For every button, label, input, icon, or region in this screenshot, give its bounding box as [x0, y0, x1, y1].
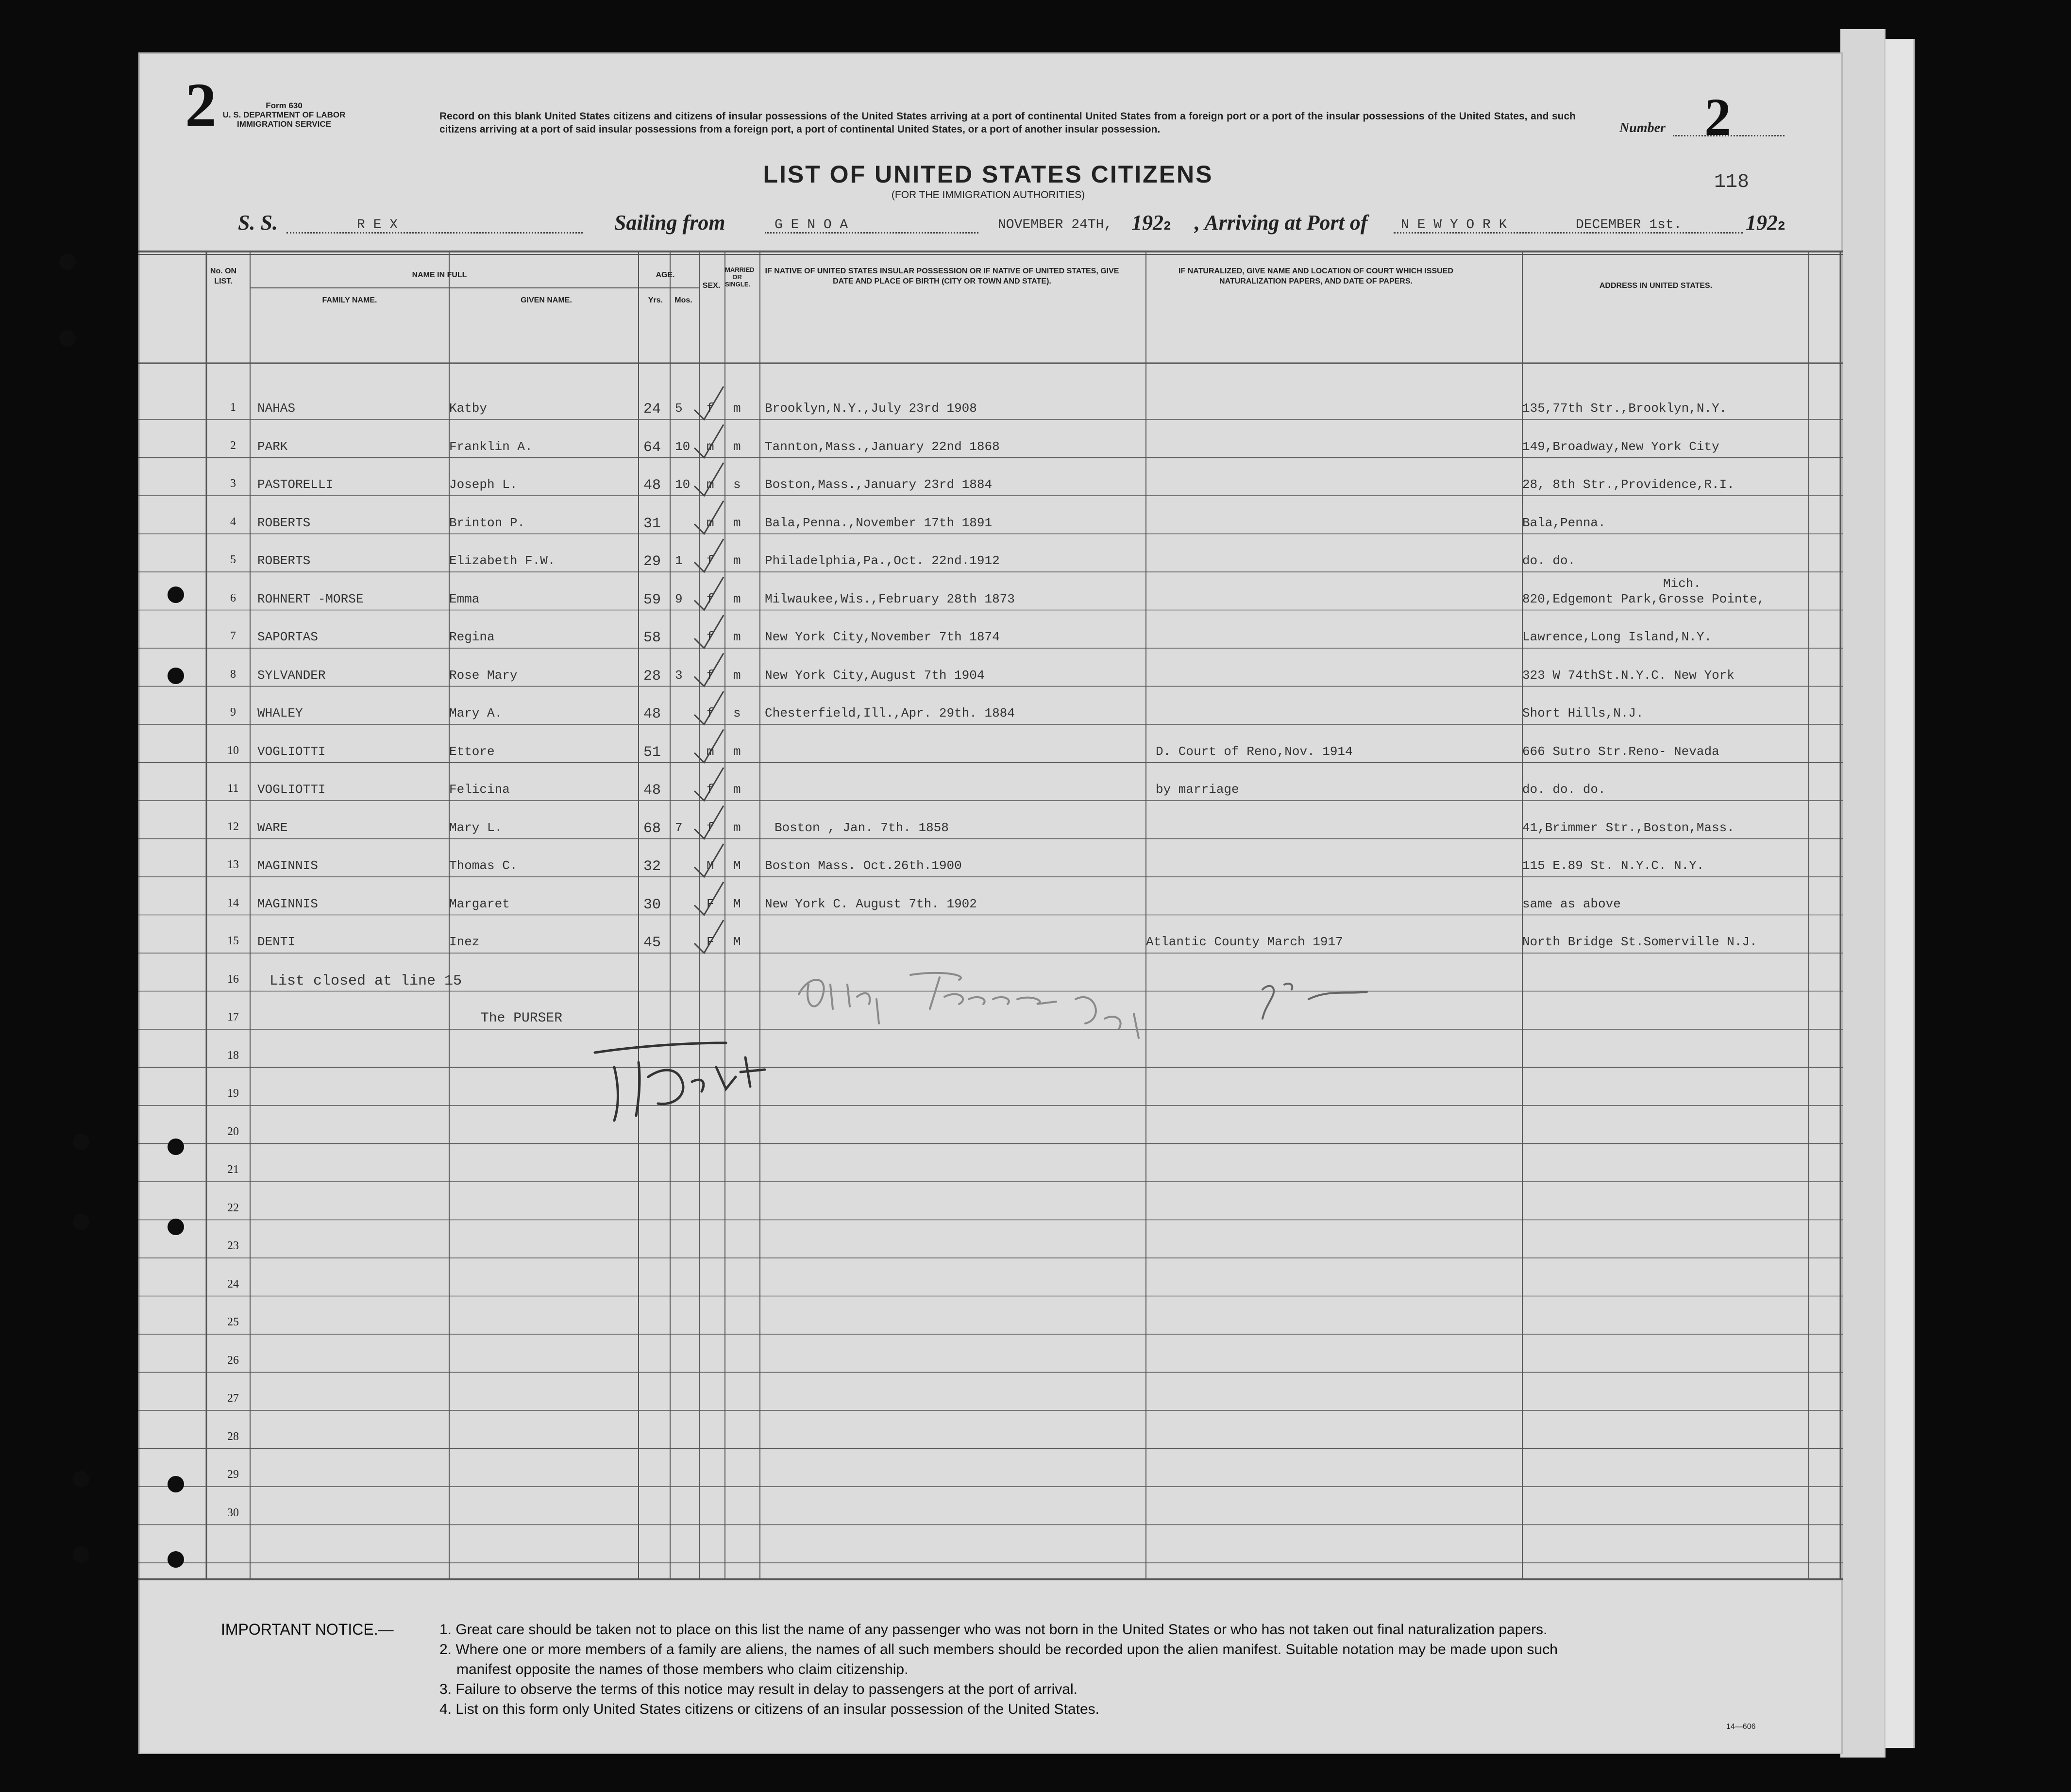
- sex: f: [707, 668, 714, 683]
- naturalization-info: by marriage: [1156, 782, 1239, 797]
- given-name: Emma: [449, 591, 480, 606]
- sex: m: [707, 477, 714, 492]
- given-name: Margaret: [449, 896, 510, 911]
- row-number: 1: [230, 401, 236, 414]
- col-married: MARRIED OR SINGLE.: [725, 266, 755, 288]
- row-number: 4: [230, 515, 236, 528]
- age-years: 29: [643, 553, 661, 570]
- year-2-prefix: 192: [1746, 211, 1778, 234]
- marital-status: m: [733, 401, 741, 416]
- row-number: 30: [227, 1506, 239, 1519]
- family-name: ROHNERT -MORSE: [257, 591, 364, 606]
- age-years: 32: [643, 858, 661, 875]
- corner-number: 2: [185, 70, 217, 140]
- sex: f: [707, 820, 714, 835]
- us-address: Lawrence,Long Island,N.Y.: [1522, 630, 1712, 644]
- family-name: NAHAS: [257, 401, 296, 416]
- sex: f: [707, 401, 714, 416]
- year-1-prefix: 192: [1131, 211, 1163, 234]
- punch-hole: [168, 1139, 184, 1155]
- age-years: 48: [643, 782, 661, 799]
- row-number: 5: [230, 553, 236, 566]
- row-number: 2: [230, 439, 236, 452]
- punch-hole: [168, 1551, 184, 1568]
- birth-place-date: New York C. August 7th. 1902: [765, 896, 977, 911]
- row-number: 10: [227, 744, 239, 757]
- row-number: 29: [227, 1468, 239, 1481]
- sex: f: [707, 630, 714, 644]
- sex: M: [707, 858, 714, 873]
- col-age: AGE.: [656, 271, 675, 279]
- family-name: SAPORTAS: [257, 630, 318, 644]
- age-months: 3: [675, 668, 683, 683]
- sex: f: [707, 591, 714, 606]
- notice-item-3: 3. Failure to observe the terms of this notice may result in delay to passengers at the port of arrival.: [439, 1681, 1078, 1697]
- ship-name: R E X: [357, 218, 398, 233]
- print-code: 14—606: [1726, 1723, 1756, 1731]
- punch-hole: [59, 253, 76, 270]
- col-mos: Mos.: [674, 296, 692, 304]
- birth-place-date: Chesterfield,Ill.,Apr. 29th. 1884: [765, 706, 1015, 720]
- sex: f: [707, 782, 714, 797]
- row-number: 24: [227, 1277, 239, 1290]
- family-name: MAGINNIS: [257, 896, 318, 911]
- punch-hole: [73, 1546, 89, 1563]
- form-number: Form 630: [266, 101, 303, 110]
- col-sex: SEX.: [702, 282, 721, 290]
- row-number: 12: [227, 820, 239, 833]
- age-years: 31: [643, 515, 661, 532]
- row-number: 25: [227, 1316, 239, 1328]
- punch-hole: [73, 1134, 89, 1150]
- us-address: 323 W 74thSt.N.Y.C. New York: [1522, 668, 1734, 683]
- row-number: 8: [230, 668, 236, 681]
- row-number: 3: [230, 477, 236, 490]
- row-number: 17: [227, 1011, 239, 1023]
- birth-place-date: Bala,Penna.,November 17th 1891: [765, 515, 993, 530]
- year-2-suffix: 2: [1778, 219, 1785, 234]
- row-number: 7: [230, 630, 236, 642]
- birth-place-date: Tannton,Mass.,January 22nd 1868: [765, 439, 1000, 454]
- col-given-name: GIVEN NAME.: [521, 296, 572, 304]
- marital-status: m: [733, 782, 741, 797]
- given-name: Katby: [449, 401, 488, 416]
- us-address: 820,Edgemont Park,Grosse Pointe,: [1522, 591, 1765, 606]
- us-address: Bala,Penna.: [1522, 515, 1606, 530]
- given-name: Thomas C.: [449, 858, 518, 873]
- age-years: 24: [643, 401, 661, 418]
- punch-hole: [168, 668, 184, 684]
- marital-status: m: [733, 591, 741, 606]
- marital-status: m: [733, 668, 741, 683]
- page-stamp: 118: [1714, 171, 1750, 193]
- sex: m: [707, 515, 714, 530]
- naturalization-info: Atlantic County March 1917: [1146, 935, 1343, 949]
- us-address: North Bridge St.Somerville N.J.: [1522, 935, 1757, 949]
- important-notice: [221, 1620, 1823, 1719]
- family-name: DENTI: [257, 935, 296, 949]
- punch-hole: [168, 1219, 184, 1235]
- naturalization-info: D. Court of Reno,Nov. 1914: [1156, 744, 1353, 759]
- inspector-signature: [784, 955, 1391, 1043]
- given-name: The PURSER: [481, 1011, 563, 1026]
- age-years: 64: [643, 439, 661, 456]
- marital-status: m: [733, 439, 741, 454]
- us-address: same as above: [1522, 896, 1621, 911]
- us-address: 135,77th Str.,Brooklyn,N.Y.: [1522, 401, 1727, 416]
- row-number: 18: [227, 1049, 239, 1062]
- given-name: Brinton P.: [449, 515, 525, 530]
- row-number: 15: [227, 935, 239, 947]
- family-name: WARE: [257, 820, 288, 835]
- row-number: 13: [227, 858, 239, 871]
- row-number: 22: [227, 1201, 239, 1214]
- birth-place-date: New York City,November 7th 1874: [765, 630, 1000, 644]
- notice-item-1: 1. Great care should be taken not to place on this list the name of any passenger who was not born in the United States or who has not taken out final naturalization papers.: [439, 1622, 1548, 1638]
- given-name: Elizabeth F.W.: [449, 553, 556, 568]
- form-instructions: Record on this blank United States citizens and citizens of insular possessions of the United States arriving at a port of continental United States from a foreign port or a port of the insular possessions of the United States, and such citizens arriving at a port of said insular possessions from a foreign port, a port of continental United States, or a port of another insular possession.: [439, 111, 1576, 135]
- us-address: 149,Broadway,New York City: [1522, 439, 1719, 454]
- col-naturalized: IF NATURALIZED, GIVE NAME AND LOCATION OF COURT WHICH ISSUED NATURALIZATION PAPERS, AND DATE OF PAPERS.: [1179, 267, 1453, 285]
- marital-status: M: [733, 935, 741, 949]
- age-years: 45: [643, 935, 661, 951]
- marital-status: s: [733, 477, 741, 492]
- row-number: 19: [227, 1087, 239, 1100]
- given-name: Inez: [449, 935, 480, 949]
- manifest-page: [138, 52, 1843, 1754]
- family-name: VOGLIOTTI: [257, 744, 326, 759]
- given-name: Joseph L.: [449, 477, 518, 492]
- family-name: ROBERTS: [257, 553, 311, 568]
- family-name: PASTORELLI: [257, 477, 334, 492]
- us-address: do. do.: [1522, 553, 1576, 568]
- given-name: Franklin A.: [449, 439, 533, 454]
- row-number: 16: [227, 972, 239, 986]
- row-number: 9: [230, 706, 236, 719]
- given-name: Regina: [449, 630, 495, 644]
- birth-place-date: Brooklyn,N.Y.,July 23rd 1908: [765, 401, 977, 416]
- sex: m: [707, 439, 714, 454]
- year-1-suffix: 2: [1163, 219, 1171, 234]
- punch-hole: [168, 586, 184, 603]
- page-title: LIST OF UNITED STATES CITIZENS: [763, 161, 1213, 188]
- sex: f: [707, 706, 714, 720]
- row-number: 21: [227, 1163, 239, 1176]
- birth-place-date: Philadelphia,Pa.,Oct. 22nd.1912: [765, 553, 1000, 568]
- age-years: 59: [643, 591, 661, 608]
- given-name: Mary A.: [449, 706, 503, 720]
- punch-hole: [73, 1214, 89, 1230]
- family-name: List closed at line 15: [269, 972, 462, 989]
- family-name: MAGINNIS: [257, 858, 318, 873]
- row-number: 26: [227, 1354, 239, 1367]
- row-number: 28: [227, 1430, 239, 1443]
- service-name: IMMIGRATION SERVICE: [237, 119, 331, 129]
- date-to: DECEMBER 1st.: [1576, 218, 1682, 233]
- marital-status: m: [733, 553, 741, 568]
- marital-status: M: [733, 896, 741, 911]
- row-number: 14: [227, 896, 239, 909]
- us-address: 115 E.89 St. N.Y.C. N.Y.: [1522, 858, 1704, 873]
- punch-hole: [59, 330, 76, 347]
- col-address: ADDRESS IN UNITED STATES.: [1599, 282, 1713, 290]
- birth-place-date: Boston,Mass.,January 23rd 1884: [765, 477, 993, 492]
- col-family-name: FAMILY NAME.: [322, 296, 377, 304]
- department-name: U. S. DEPARTMENT OF LABOR: [222, 110, 346, 119]
- sex: m: [707, 744, 714, 759]
- sex: F: [707, 935, 714, 949]
- sailing-label: Sailing from: [614, 211, 725, 234]
- arriving-label: , Arriving at Port of: [1195, 211, 1368, 234]
- age-months: 1: [675, 553, 683, 568]
- family-name: PARK: [257, 439, 288, 454]
- underlying-page-edge: [1840, 29, 1886, 1758]
- given-name: Mary L.: [449, 820, 503, 835]
- row-number: 20: [227, 1125, 239, 1138]
- marital-status: s: [733, 706, 741, 720]
- age-years: 48: [643, 706, 661, 722]
- given-name: Felicina: [449, 782, 510, 797]
- family-name: SYLVANDER: [257, 668, 326, 683]
- punch-hole: [168, 1476, 184, 1492]
- notice-item-4: 4. List on this form only United States citizens or citizens of an insular possession of the United States.: [439, 1701, 1100, 1717]
- marital-status: m: [733, 820, 741, 835]
- col-yrs: Yrs.: [648, 296, 663, 304]
- list-number: 2: [1704, 87, 1731, 147]
- age-months: 10: [675, 477, 690, 492]
- birth-place-date: Boston Mass. Oct.26th.1900: [765, 858, 962, 873]
- port-from: G E N O A: [775, 218, 848, 233]
- date-from: NOVEMBER 24TH,: [998, 218, 1112, 233]
- notice-item-2b: manifest opposite the names of those members who claim citizenship.: [456, 1661, 909, 1677]
- us-address-continued: Mich.: [1663, 576, 1701, 591]
- us-address: 41,Brimmer Str.,Boston,Mass.: [1522, 820, 1734, 835]
- age-months: 7: [675, 820, 683, 835]
- age-years: 58: [643, 630, 661, 646]
- age-years: 68: [643, 820, 661, 837]
- birth-place-date: Milwaukee,Wis.,February 28th 1873: [765, 591, 1015, 606]
- us-address: 666 Sutro Str.Reno- Nevada: [1522, 744, 1719, 759]
- marital-status: m: [733, 744, 741, 759]
- age-years: 48: [643, 477, 661, 494]
- family-name: ROBERTS: [257, 515, 311, 530]
- page-subtitle: (FOR THE IMMIGRATION AUTHORITIES): [891, 189, 1085, 201]
- family-name: VOGLIOTTI: [257, 782, 326, 797]
- age-years: 51: [643, 744, 661, 761]
- row-number: 11: [227, 782, 239, 795]
- age-months: 9: [675, 591, 683, 606]
- sex: f: [707, 553, 714, 568]
- notice-item-2: 2. Where one or more members of a family are aliens, the names of all such members should be recorded upon the alien manifest. Suitable notation may be made upon such: [439, 1641, 1558, 1658]
- notice-heading: IMPORTANT NOTICE.—: [221, 1621, 394, 1638]
- us-address: Short Hills,N.J.: [1522, 706, 1644, 720]
- marital-status: M: [733, 858, 741, 873]
- row-number: 6: [230, 591, 236, 604]
- port-to: N E W Y O R K: [1401, 218, 1507, 233]
- number-label: Number: [1619, 120, 1666, 135]
- birth-place-date: Boston , Jan. 7th. 1858: [775, 820, 949, 835]
- marital-status: m: [733, 630, 741, 644]
- given-name: Ettore: [449, 744, 495, 759]
- purser-signature: [473, 985, 823, 1130]
- col-birth: IF NATIVE OF UNITED STATES INSULAR POSSESSION OR IF NATIVE OF UNITED STATES, GIVE DATE AND PLACE OF BIRTH (CITY OR TOWN AND STATE).: [765, 267, 1119, 285]
- sex: F: [707, 896, 714, 911]
- marital-status: m: [733, 515, 741, 530]
- row-number: 23: [227, 1239, 239, 1252]
- ss-label: S. S.: [238, 211, 278, 234]
- age-years: 30: [643, 896, 661, 913]
- us-address: 28, 8th Str.,Providence,R.I.: [1522, 477, 1734, 492]
- col-name-in-full: NAME IN FULL: [412, 271, 467, 279]
- punch-hole: [73, 1471, 89, 1488]
- birth-place-date: New York City,August 7th 1904: [765, 668, 985, 683]
- us-address: do. do. do.: [1522, 782, 1606, 797]
- row-number: 27: [227, 1392, 239, 1405]
- age-years: 28: [643, 668, 661, 685]
- age-months: 10: [675, 439, 690, 454]
- col-no: No. ON LIST.: [210, 267, 237, 285]
- given-name: Rose Mary: [449, 668, 518, 683]
- age-months: 5: [675, 401, 683, 416]
- family-name: WHALEY: [257, 706, 303, 720]
